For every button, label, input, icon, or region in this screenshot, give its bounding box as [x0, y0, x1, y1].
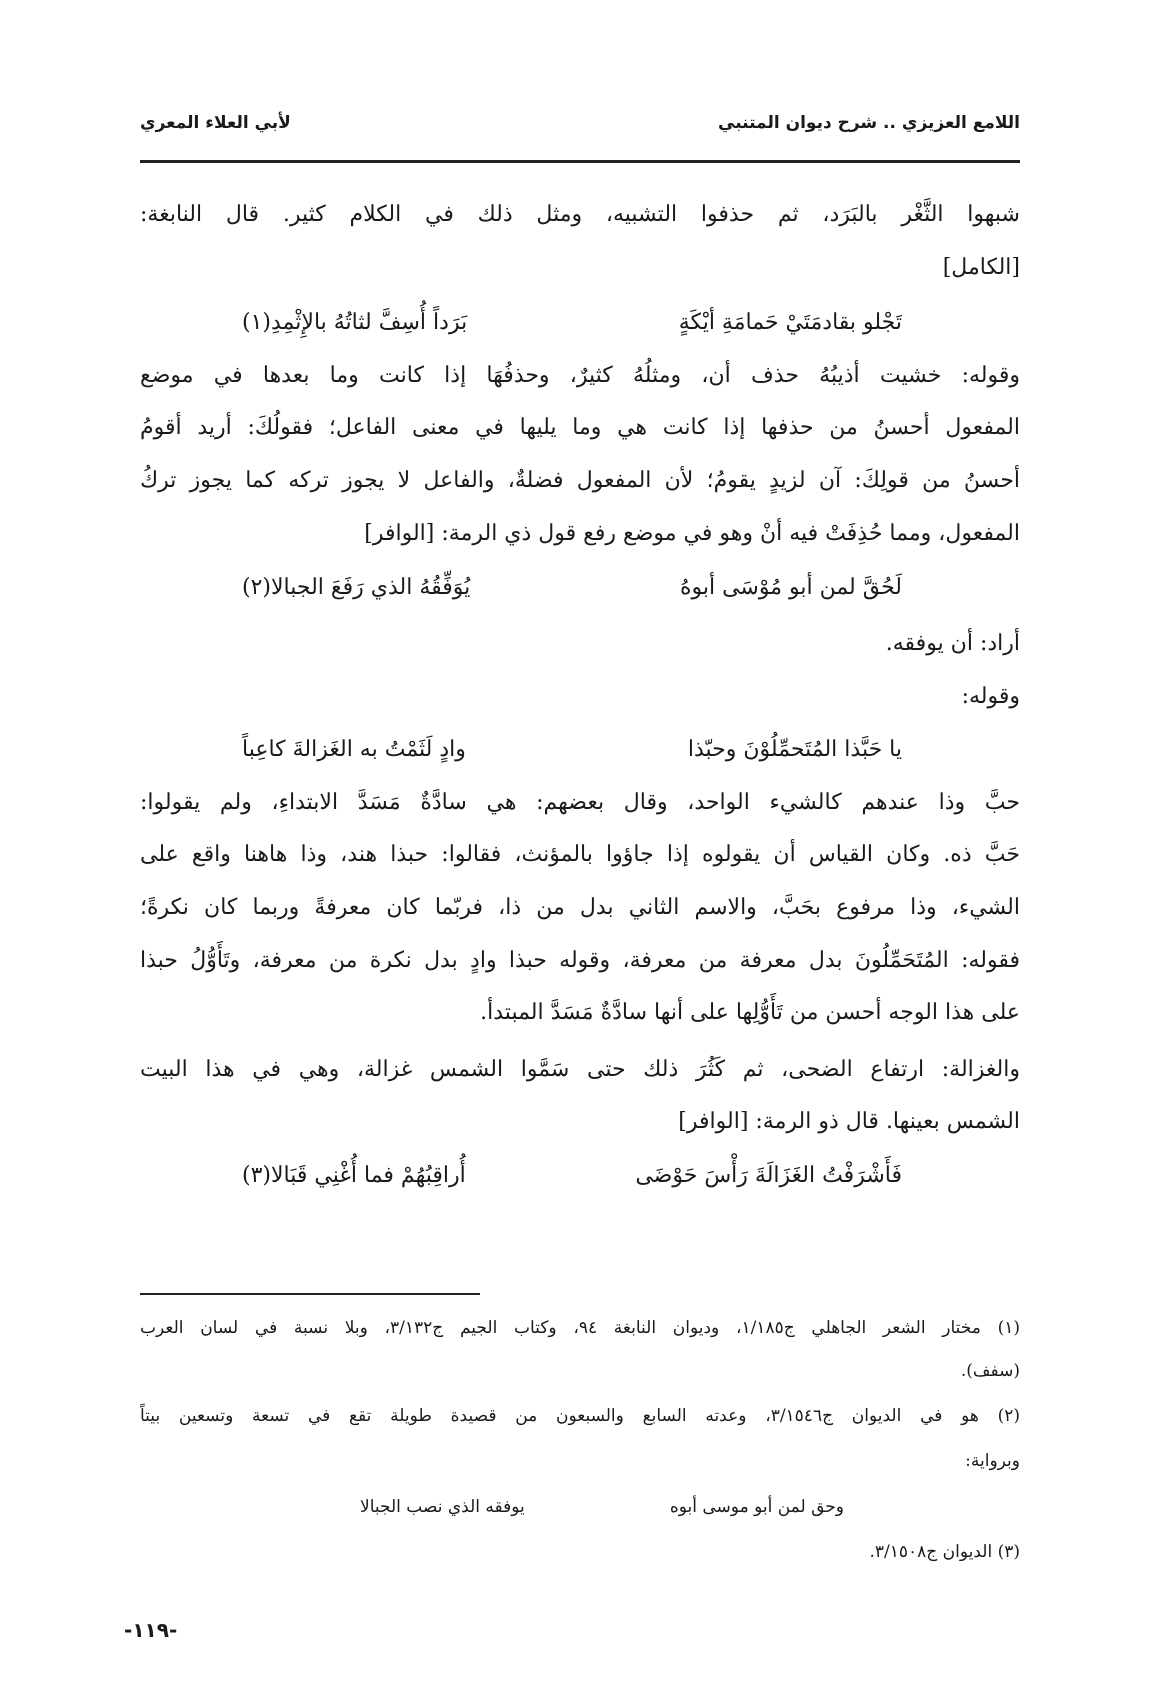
- page-number: -١١٩-: [124, 1618, 178, 1642]
- footnote-rule: [140, 1293, 480, 1295]
- running-header-title: اللامع العزيزي .. شرح ديوان المتنبي: [718, 113, 1020, 133]
- paragraph-line: أحسنُ من قولِكَ: آن لزيدٍ يقومُ؛ لأن المفعول فضلةٌ، والفاعل لا يجوز تركه كما يجوز تركُ: [140, 468, 1020, 493]
- paragraph-line: شبهوا الثَّغْر بالبَرَد، ثم حذفوا التشبيه، ومثل ذلك في الكلام كثير. قال النابغة:: [140, 202, 1020, 227]
- header-rule: [140, 160, 1020, 163]
- verse-first-hemistich: فَأَشْرَفْتُ الغَزَالَةَ رَأْسَ حَوْضَى: [635, 1163, 902, 1188]
- footnote-line: (سفف).: [960, 1361, 1020, 1381]
- running-header-author: لأبي العلاء المعري: [140, 113, 291, 133]
- footnote-line: (٢) هو في الديوان ج٣/١٥٤٦، وعدته السابع والسبعون من قصيدة طويلة تقع في تسعة وتسعين بيتاً: [140, 1406, 1020, 1426]
- paragraph-line: أراد: أن يوفقه.: [885, 631, 1020, 656]
- footnote-verse-second: يوفقه الذي نصب الجبالا: [360, 1497, 525, 1517]
- verse-line: [242, 727, 902, 773]
- meter-label: [الكامل]: [942, 255, 1020, 280]
- verse-first-hemistich: لَحُقَّ لمن أبو مُوْسَى أبوهُ: [679, 575, 902, 600]
- verse-second-hemistich: بَرَداً أُسِفَّ لثاتُهُ بالإِثْمِدِ(١): [242, 310, 468, 335]
- verse-second-hemistich: وادٍ لَثَمْتُ به الغَزالةَ كاعِباً: [242, 737, 466, 762]
- verse-second-hemistich: يُوَفِّقُهُ الذي رَفَعَ الجبالا(٢): [242, 575, 471, 600]
- paragraph-line: والغزالة: ارتفاع الضحى، ثم كَثُرَ ذلك حتى سَمَّوا الشمس غزالة، وهي في هذا البيت: [140, 1057, 1020, 1082]
- paragraph-line: المفعول، ومما حُذِفَتْ فيه أنْ وهو في موضع رفع قول ذي الرمة: [الوافر]: [364, 521, 1020, 546]
- paragraph-line: المفعول أحسنُ من حذفها إذا كانت هي وما يليها في معنى الفاعل؛ فقولُكَ: أريد أقومُ: [140, 415, 1020, 440]
- verse-first-hemistich: تَجْلو بقادمَتَيْ حَمامَةِ أيْكَةٍ: [678, 310, 902, 335]
- paragraph-line: على هذا الوجه أحسن من تَأَوُّلِها على أنها سادَّةٌ مَسَدَّ المبتدأ.: [480, 1000, 1020, 1025]
- verse-line: [242, 565, 902, 611]
- verse-line: [242, 1153, 902, 1199]
- paragraph-line: فقوله: المُتَحَمِّلُونَ بدل معرفة من معرفة، وقوله حبذا وادٍ بدل نكرة من معرفة، وتَأَوُّلُ حبذا: [140, 948, 1020, 973]
- verse-line: [242, 300, 902, 346]
- paragraph-line: وقوله: خشيت أذيبُهُ حذف أن، ومثلُهُ كثيرٌ، وحذفُهَا إذا كانت وما بعدها في موضع: [140, 363, 1020, 388]
- paragraph-line: وقوله:: [961, 684, 1020, 709]
- paragraph-line: حَبَّ ذه. وكان القياس أن يقولوه إذا جاؤوا بالمؤنث، فقالوا: حبذا هند، وذا هاهنا واقع على: [140, 842, 1020, 867]
- verse-first-hemistich: يا حَبَّذا المُتَحمِّلُوْنَ وحبّذا: [687, 737, 902, 762]
- footnote-line: (٣) الديوان ج٣/١٥٠٨.: [869, 1542, 1020, 1562]
- paragraph-line: الشيء، وذا مرفوع بحَبَّ، والاسم الثاني بدل من ذا، فربّما كان معرفةً وربما كان نكرةً؛: [140, 895, 1020, 920]
- verse-second-hemistich: أُراقِبُهُمْ فما أُغْنِي قَبَالا(٣): [242, 1163, 466, 1188]
- paragraph-line: الشمس بعينها. قال ذو الرمة: [الوافر]: [678, 1109, 1020, 1134]
- footnote-verse-first: وحق لمن أبو موسى أبوه: [669, 1497, 844, 1517]
- paragraph-line: حبَّ وذا عندهم كالشيء الواحد، وقال بعضهم: هي سادَّةٌ مَسَدَّ الابتداءِ، ولم يقولوا:: [140, 790, 1020, 815]
- footnote-line: وبرواية:: [965, 1451, 1020, 1471]
- footnote-line: (١) مختار الشعر الجاهلي ج١/١٨٥، وديوان النابغة ٩٤، وكتاب الجيم ج٣/١٣٢، وبلا نسبة في لسان العرب: [140, 1318, 1020, 1338]
